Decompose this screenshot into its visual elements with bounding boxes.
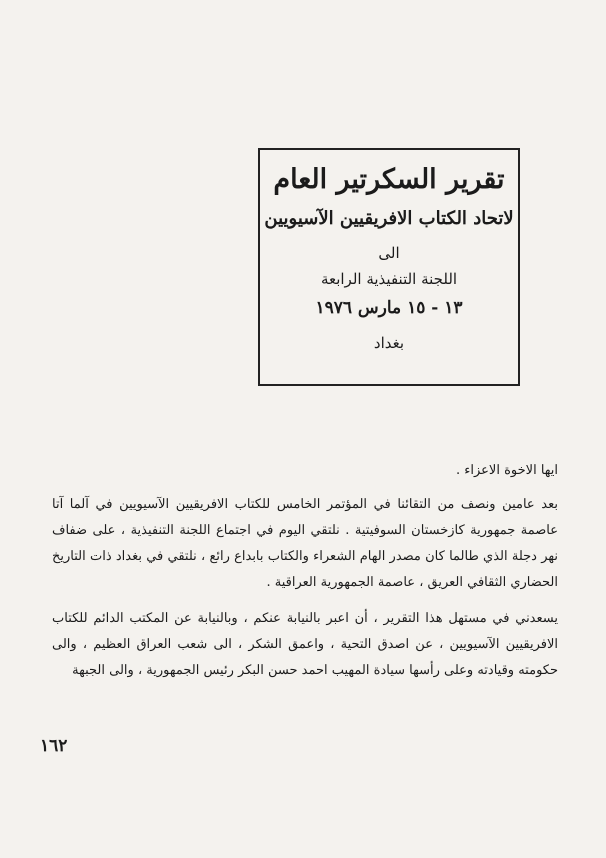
paragraph-1: بعد عامين ونصف من التقائنا في المؤتمر الخامس للكتاب الافريقيين الآسيويين في آلما آتا عاصمة جمهورية كازخستان السوفيتية . نلتقي اليوم في اجتماع اللجنة التنفيذية ، على ضفاف نهر دجلة الذي طالما كان مصدر الهام الشعراء والكتاب بابداع رائع ، نلتقي في بغداد ذات التاريخ الحضاري الثقافي العريق ، عاصمة الجمهورية العراقية .: [52, 497, 558, 590]
report-title-box: [258, 148, 520, 386]
committee-name: اللجنة التنفيذية الرابعة: [320, 270, 458, 288]
greeting-line: ايها الاخوة الاعزاء .: [456, 463, 558, 478]
paragraph-2: يسعدني في مستهل هذا التقرير ، أن اعبر بالنيابة عنكم ، وبالنيابة عن المكتب الدائم للكتاب الافريقيين الآسيويين ، عن اصدق التحية ، واعمق الشكر ، الى شعب العراق العظيم ، والى حكومته وقيادته وعلى رأسها سيادة المهيب احمد حسن البكر رئيس الجمهورية ، والى الجبهة: [52, 611, 558, 678]
meeting-city: بغداد: [373, 334, 405, 352]
meeting-dates: ١٣ - ١٥ مارس ١٩٧٦: [315, 298, 463, 318]
page-number: ١٦٢: [40, 736, 68, 756]
report-body: [52, 458, 558, 694]
title-preposition: الى: [378, 244, 400, 262]
report-title: تقرير السكرتير العام: [273, 164, 505, 195]
union-name: لاتحاد الكتاب الافريقيين الآسيويين: [264, 208, 514, 229]
